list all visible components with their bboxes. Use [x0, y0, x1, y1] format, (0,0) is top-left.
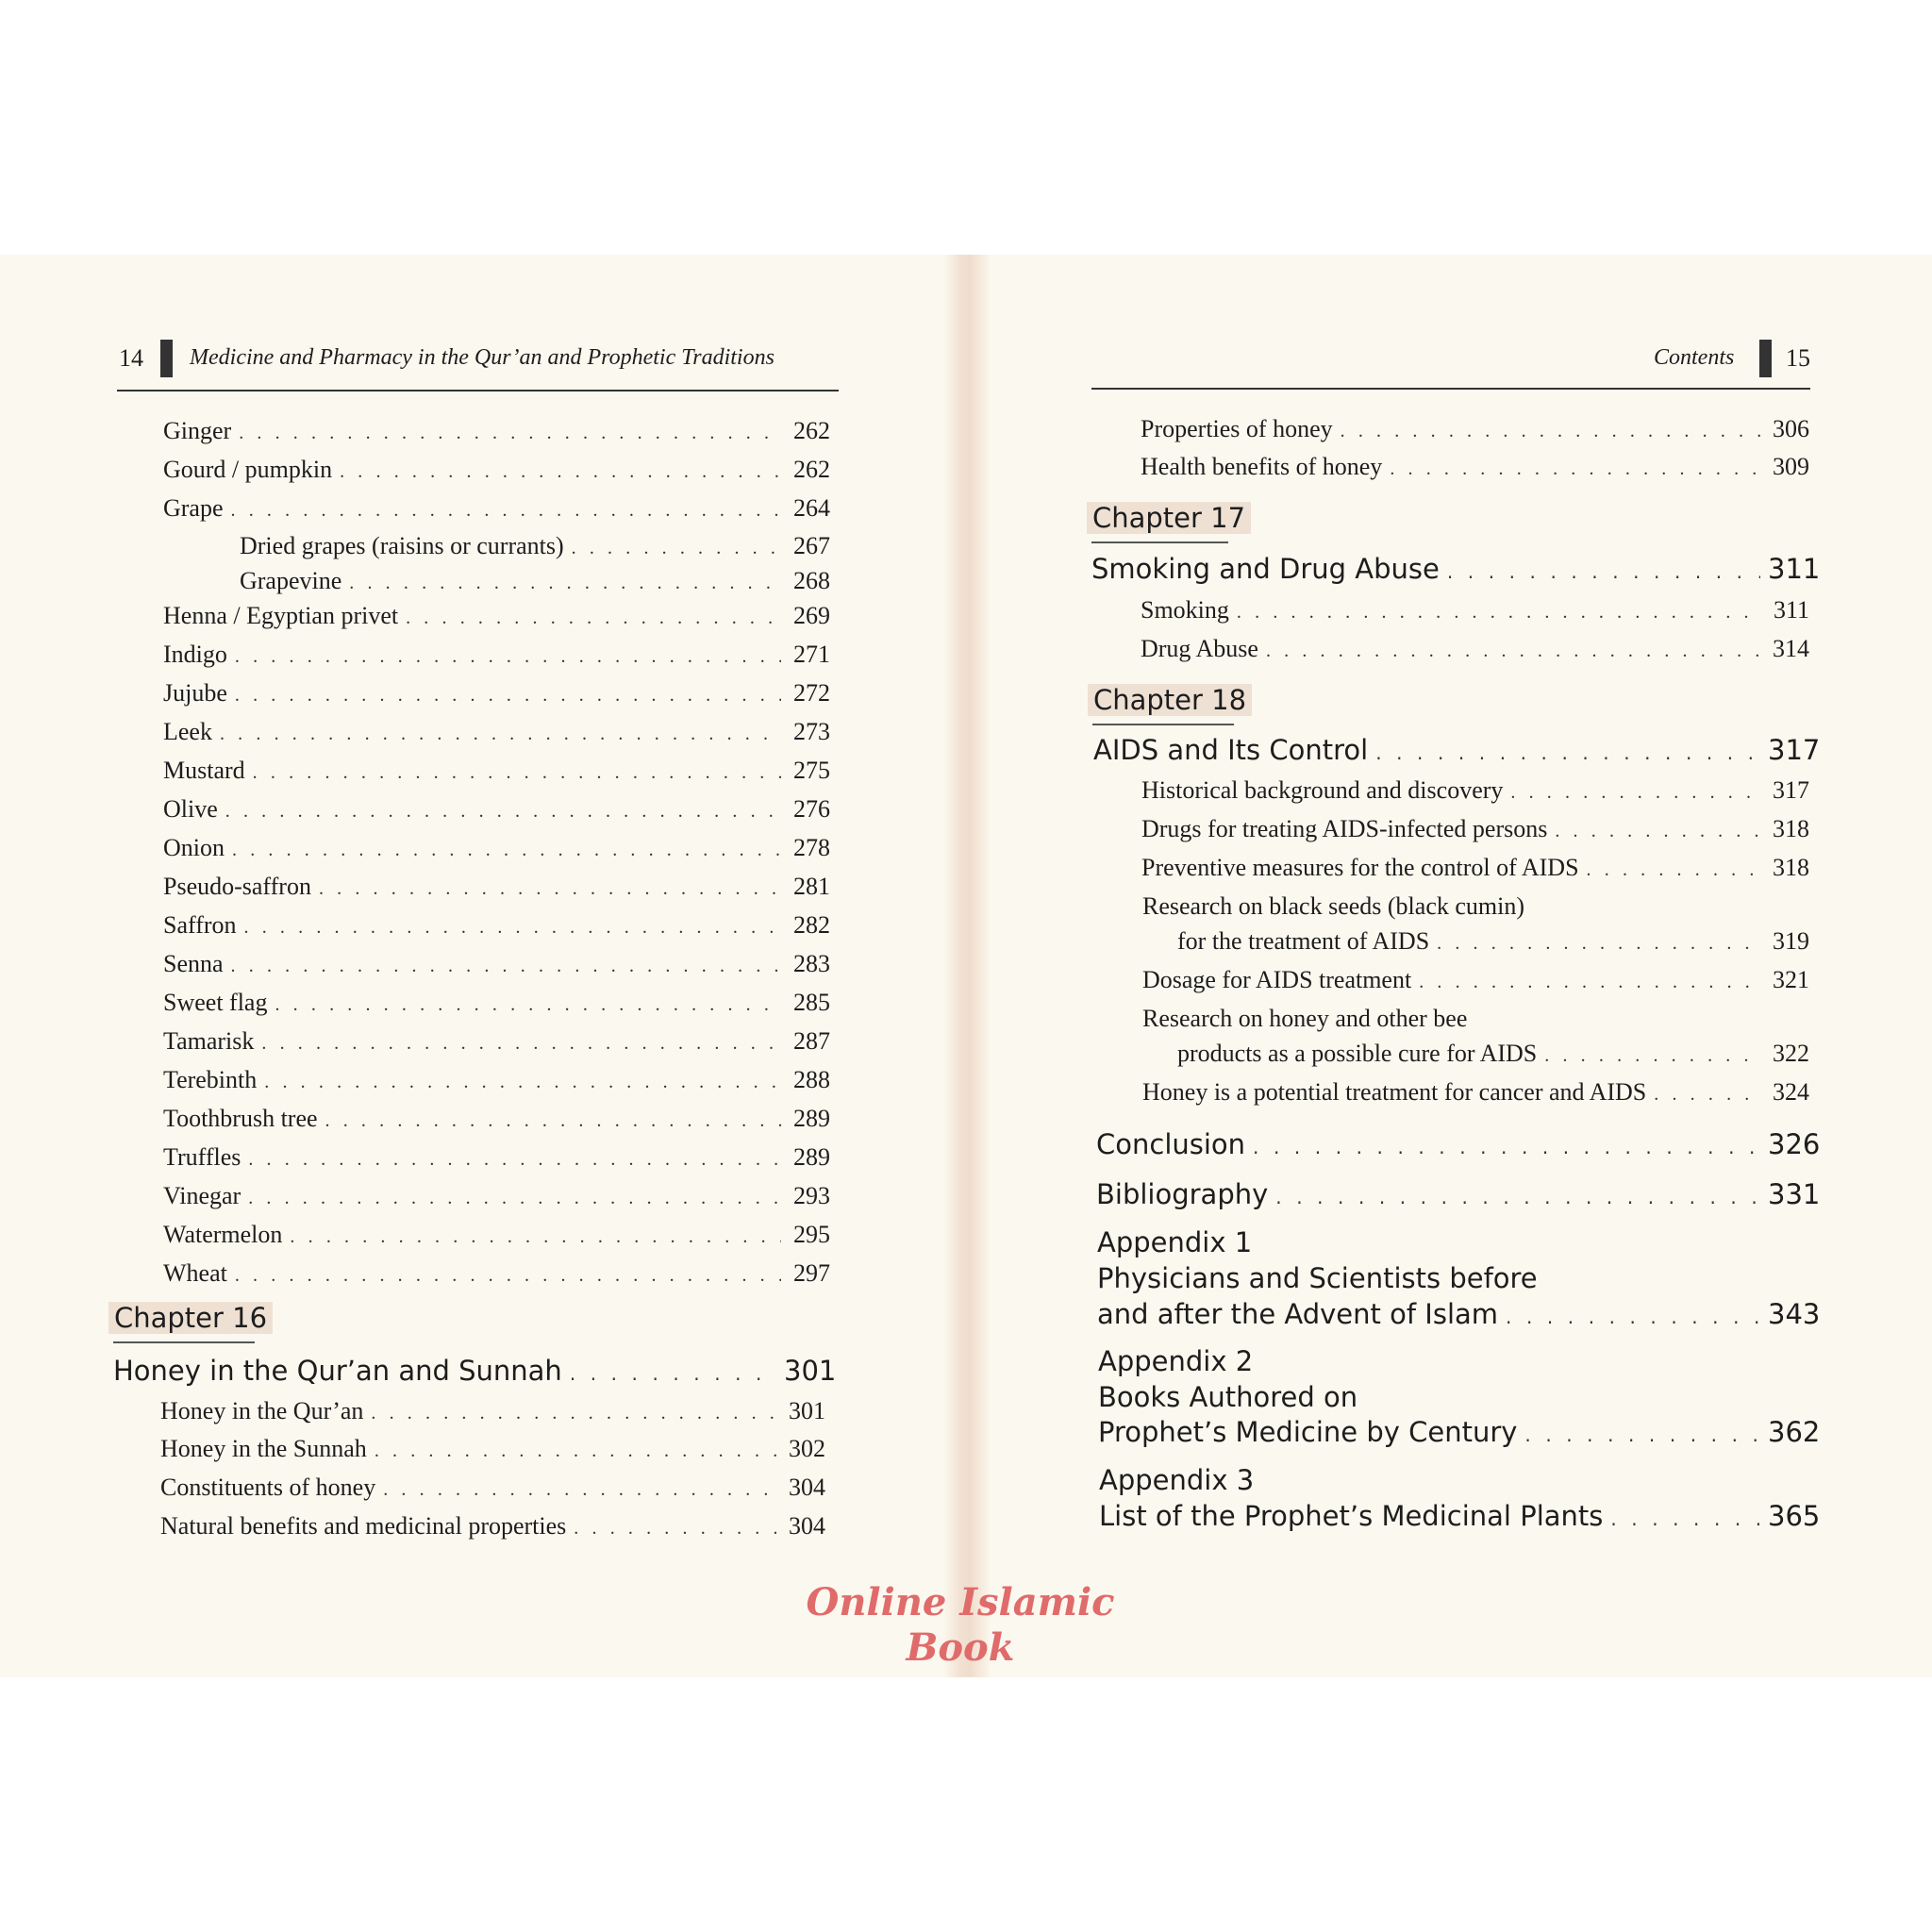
toc-page: 278	[793, 834, 830, 861]
toc-label: Senna	[163, 950, 224, 977]
toc-page: 281	[793, 873, 830, 900]
dot-leader	[248, 1188, 781, 1209]
toc-section	[160, 1512, 825, 1541]
toc-section-line-1: Research on honey and other bee	[1142, 1005, 1468, 1032]
book-spread	[0, 255, 1932, 1677]
appendix-2-title-line-1: Books Authored on	[1098, 1381, 1358, 1413]
appendix-2-title-line-2	[1098, 1416, 1821, 1448]
dot-leader	[235, 646, 781, 668]
toc-page: 301	[784, 1355, 837, 1387]
appendix-3-title	[1099, 1500, 1821, 1532]
toc-page: 302	[789, 1435, 825, 1462]
page-number-right: 15	[1786, 344, 1810, 372]
chapter-rule	[1092, 724, 1234, 725]
toc-label: Truffles	[163, 1143, 242, 1171]
toc-label: Onion	[163, 834, 225, 861]
dot-leader	[275, 994, 781, 1016]
dot-leader	[375, 1441, 776, 1462]
toc-entry	[163, 757, 830, 785]
toc-page: 326	[1768, 1128, 1821, 1160]
dot-leader	[1555, 821, 1760, 842]
chapter-17-heading: Chapter 17	[1087, 502, 1251, 534]
toc-label: Properties of honey	[1141, 415, 1333, 442]
dot-leader	[239, 423, 781, 444]
dot-leader	[1447, 560, 1760, 583]
chapter-rule	[1091, 541, 1228, 543]
toc-entry	[163, 1221, 830, 1249]
dot-leader	[1610, 1507, 1760, 1530]
toc-label: Honey in the Qur’an	[160, 1397, 364, 1424]
toc-label: List of the Prophet’s Medicinal Plants	[1099, 1500, 1604, 1532]
dot-leader	[220, 724, 781, 745]
chapter-18-heading: Chapter 18	[1088, 684, 1252, 716]
toc-entry	[163, 1066, 830, 1094]
toc-label: Vinegar	[163, 1182, 242, 1209]
toc-section-line-2	[1177, 1040, 1809, 1068]
toc-label: Watermelon	[163, 1221, 283, 1248]
toc-entry	[163, 1027, 830, 1056]
toc-label: Leek	[163, 718, 212, 745]
bibliography-entry	[1096, 1178, 1821, 1210]
dot-leader	[1390, 458, 1760, 480]
toc-entry	[163, 417, 830, 445]
toc-subentry	[240, 532, 830, 560]
toc-label: Honey is a potential treatment for cancer and AIDS	[1142, 1078, 1647, 1106]
toc-label: and after the Advent of Islam	[1097, 1298, 1499, 1330]
toc-section-line-2	[1177, 927, 1809, 956]
dot-leader	[371, 1403, 776, 1424]
toc-section	[160, 1435, 825, 1463]
toc-section	[1141, 776, 1809, 805]
toc-page: 324	[1773, 1078, 1809, 1106]
toc-page: 317	[1768, 734, 1821, 766]
right-page	[974, 255, 1932, 1677]
toc-page: 269	[793, 602, 830, 629]
dot-leader	[574, 1518, 776, 1540]
toc-page: 272	[793, 679, 830, 707]
toc-page: 295	[793, 1221, 830, 1248]
dot-leader	[349, 573, 781, 594]
toc-section	[1141, 635, 1809, 663]
header-rule-right	[1091, 388, 1810, 390]
toc-page: 268	[793, 567, 830, 594]
toc-page: 275	[793, 757, 830, 784]
dot-leader	[1253, 1136, 1760, 1158]
watermark	[800, 1580, 1121, 1671]
toc-label: Health benefits of honey	[1141, 453, 1383, 480]
running-head-marker	[160, 340, 173, 377]
toc-label: Henna / Egyptian privet	[163, 602, 399, 629]
dot-leader	[1544, 1045, 1760, 1067]
toc-label: Olive	[163, 795, 218, 823]
toc-page: 318	[1773, 854, 1809, 881]
toc-page: 283	[793, 950, 830, 977]
dot-leader	[1266, 641, 1760, 662]
watermark-line-2: Book	[906, 1625, 1015, 1670]
toc-label: Mustard	[163, 757, 245, 784]
toc-page: 331	[1768, 1178, 1821, 1210]
toc-page: 262	[793, 456, 830, 483]
toc-label: Sweet flag	[163, 989, 268, 1016]
toc-entry	[163, 456, 830, 484]
toc-entry	[163, 1182, 830, 1210]
running-head-right: Contents	[1654, 345, 1735, 370]
toc-label: Tamarisk	[163, 1027, 255, 1055]
toc-page: 365	[1768, 1500, 1821, 1532]
toc-section	[1141, 815, 1809, 843]
appendix-3-heading: Appendix 3	[1099, 1464, 1255, 1496]
toc-entry	[163, 873, 830, 901]
toc-entry	[163, 602, 830, 630]
toc-entry	[163, 1105, 830, 1133]
toc-page: 304	[789, 1512, 825, 1540]
appendix-1-title-line-1: Physicians and Scientists before	[1097, 1262, 1538, 1294]
toc-subentry	[240, 567, 830, 595]
toc-label: Saffron	[163, 911, 237, 939]
toc-label: Historical background and discovery	[1141, 776, 1504, 804]
toc-label: Toothbrush tree	[163, 1105, 318, 1132]
toc-section	[1142, 1078, 1809, 1107]
chapter-18-title	[1093, 734, 1821, 766]
toc-section	[160, 1397, 825, 1425]
toc-page: 314	[1773, 635, 1809, 662]
toc-label: Smoking	[1141, 596, 1229, 624]
toc-page: 318	[1773, 815, 1809, 842]
dot-leader	[1237, 602, 1760, 624]
dot-leader	[264, 1072, 781, 1093]
toc-section	[1142, 966, 1809, 994]
toc-page: 301	[789, 1397, 825, 1424]
dot-leader	[253, 762, 781, 784]
dot-leader	[1375, 741, 1760, 764]
toc-page: 288	[793, 1066, 830, 1093]
toc-label: Ginger	[163, 417, 232, 444]
dot-leader	[1587, 859, 1760, 881]
toc-page: 311	[1768, 553, 1821, 585]
toc-entry	[163, 911, 830, 940]
dot-leader	[1654, 1084, 1760, 1106]
toc-entry	[163, 641, 830, 669]
dot-leader	[319, 878, 781, 900]
dot-leader	[572, 538, 781, 559]
toc-label: Smoking and Drug Abuse	[1091, 553, 1440, 585]
toc-page: 297	[793, 1259, 830, 1287]
toc-page: 304	[789, 1474, 825, 1501]
toc-label: AIDS and Its Control	[1093, 734, 1369, 766]
header-rule-left	[117, 390, 839, 391]
dot-leader	[1506, 1306, 1760, 1328]
toc-page: 285	[793, 989, 830, 1016]
chapter-16-title	[113, 1355, 837, 1387]
toc-page: 282	[793, 911, 830, 939]
toc-section	[160, 1474, 825, 1502]
left-page	[0, 255, 958, 1677]
page-number-left: 14	[119, 344, 143, 372]
toc-entry	[163, 494, 830, 523]
toc-label: Terebinth	[163, 1066, 258, 1093]
toc-label: Pseudo-saffron	[163, 873, 311, 900]
toc-section	[1141, 596, 1809, 625]
toc-label: Grapevine	[240, 567, 342, 594]
toc-label: Honey in the Sunnah	[160, 1435, 367, 1462]
toc-section	[1141, 415, 1809, 443]
dot-leader	[261, 1033, 781, 1055]
toc-page: 267	[793, 532, 830, 559]
toc-label: Constituents of honey	[160, 1474, 376, 1501]
toc-page: 264	[793, 494, 830, 522]
dot-leader	[232, 840, 781, 861]
toc-page: 321	[1773, 966, 1809, 993]
toc-label: Conclusion	[1096, 1128, 1246, 1160]
toc-page: 293	[793, 1182, 830, 1209]
toc-label: products as a possible cure for AIDS	[1177, 1040, 1538, 1067]
toc-page: 287	[793, 1027, 830, 1055]
toc-page: 289	[793, 1143, 830, 1171]
toc-entry	[163, 834, 830, 862]
toc-entry	[163, 795, 830, 824]
toc-label: Drugs for treating AIDS-infected persons	[1141, 815, 1548, 842]
toc-label: Natural benefits and medicinal properties	[160, 1512, 567, 1540]
chapter-16-rule	[113, 1341, 255, 1343]
toc-page: 262	[793, 417, 830, 444]
dot-leader	[383, 1479, 776, 1501]
toc-page: 343	[1768, 1298, 1821, 1330]
dot-leader	[231, 500, 781, 522]
dot-leader	[235, 1265, 781, 1287]
toc-page: 309	[1773, 453, 1809, 480]
dot-leader	[406, 608, 781, 629]
dot-leader	[225, 801, 781, 823]
toc-page: 317	[1773, 776, 1809, 804]
toc-label: Wheat	[163, 1259, 227, 1287]
running-head-left: Medicine and Pharmacy in the Qur’an and Prophetic Traditions	[190, 345, 774, 370]
dot-leader	[1419, 972, 1760, 993]
dot-leader	[1437, 933, 1760, 955]
toc-label: Grape	[163, 494, 224, 522]
toc-section	[1141, 453, 1809, 481]
toc-label: Jujube	[163, 679, 227, 707]
toc-label: Gourd / pumpkin	[163, 456, 333, 483]
toc-page: 362	[1768, 1416, 1821, 1448]
toc-label: Honey in the Qur’an and Sunnah	[113, 1355, 562, 1387]
toc-label: Dried grapes (raisins or currants)	[240, 532, 564, 559]
toc-page: 306	[1773, 415, 1809, 442]
toc-label: for the treatment of AIDS	[1177, 927, 1430, 955]
toc-page: 276	[793, 795, 830, 823]
dot-leader	[570, 1362, 776, 1385]
toc-label: Drug Abuse	[1141, 635, 1258, 662]
toc-entry	[163, 989, 830, 1017]
toc-page: 319	[1773, 927, 1809, 955]
toc-page: 289	[793, 1105, 830, 1132]
toc-page: 273	[793, 718, 830, 745]
appendix-1-heading: Appendix 1	[1097, 1226, 1253, 1258]
toc-label: Prophet’s Medicine by Century	[1098, 1416, 1518, 1448]
toc-entry	[163, 950, 830, 978]
dot-leader	[1275, 1186, 1760, 1208]
toc-entry	[163, 718, 830, 746]
toc-page: 271	[793, 641, 830, 668]
toc-page: 322	[1773, 1040, 1809, 1067]
dot-leader	[244, 917, 781, 939]
watermark-line-1: Online Islamic	[806, 1580, 1115, 1624]
toc-entry	[163, 1143, 830, 1172]
toc-label: Bibliography	[1096, 1178, 1269, 1210]
toc-section	[1141, 854, 1809, 882]
toc-section-line-1: Research on black seeds (black cumin)	[1142, 892, 1525, 920]
appendix-1-title-line-2	[1097, 1298, 1821, 1330]
toc-label: Preventive measures for the control of AIDS	[1141, 854, 1579, 881]
toc-label: Dosage for AIDS treatment	[1142, 966, 1412, 993]
toc-entry	[163, 1259, 830, 1288]
toc-page: 311	[1773, 596, 1809, 624]
toc-entry	[163, 679, 830, 708]
appendix-2-heading: Appendix 2	[1098, 1345, 1254, 1377]
dot-leader	[248, 1149, 781, 1171]
chapter-16-heading: Chapter 16	[108, 1302, 273, 1334]
running-head-marker	[1759, 340, 1772, 377]
chapter-17-title	[1091, 553, 1821, 585]
dot-leader	[235, 685, 781, 707]
dot-leader	[1524, 1424, 1760, 1446]
toc-label: Indigo	[163, 641, 227, 668]
dot-leader	[231, 956, 781, 977]
dot-leader	[340, 461, 781, 483]
conclusion-entry	[1096, 1128, 1821, 1160]
dot-leader	[1510, 782, 1760, 804]
dot-leader	[325, 1110, 781, 1132]
dot-leader	[290, 1226, 781, 1248]
dot-leader	[1341, 421, 1760, 442]
